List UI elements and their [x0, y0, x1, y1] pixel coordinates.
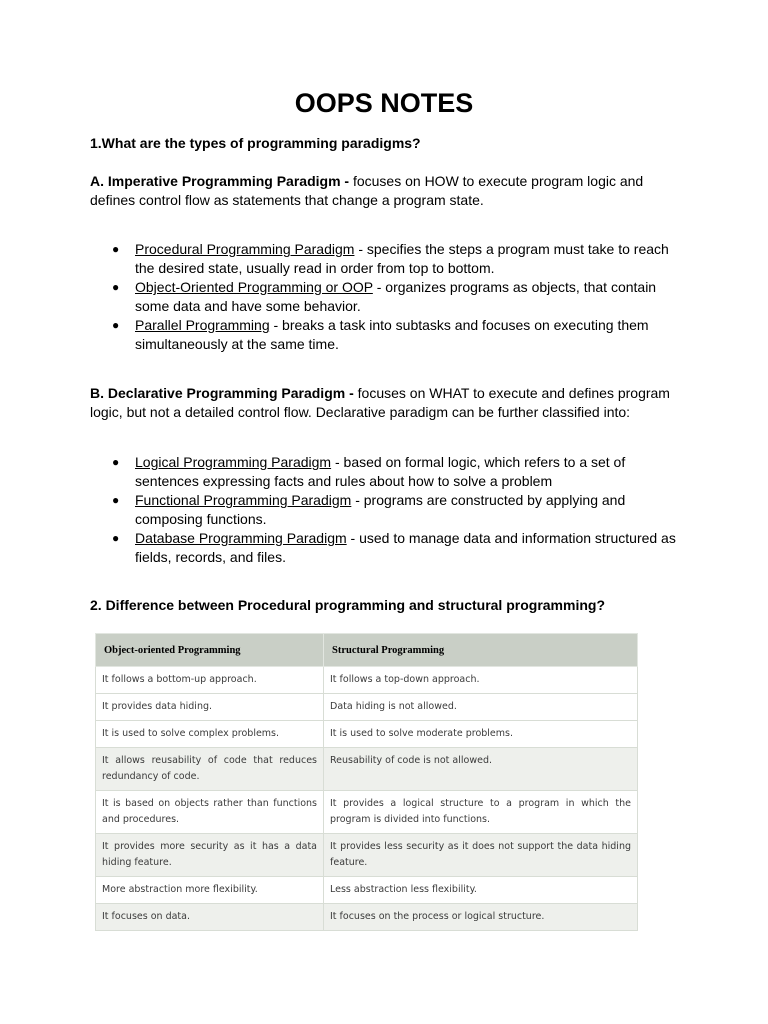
table-cell: Less abstraction less flexibility. [324, 877, 638, 904]
list-item-term: Parallel Programming [135, 317, 270, 333]
list-item-desc: - used to manage data and information structured as fields, records, and files. [135, 530, 676, 565]
table-cell: It is based on objects rather than functions and procedures. [96, 791, 324, 834]
list-item [90, 278, 680, 316]
list-item-term: Procedural Programming Paradigm [135, 241, 355, 257]
list-item [90, 316, 680, 354]
table-cell: It provides a logical structure to a program in which the program is divided into functions. [324, 791, 638, 834]
table-cell: It focuses on data. [96, 904, 324, 931]
question-2: 2. Difference between Procedural programming and structural programming? [90, 597, 605, 613]
page-title: OOPS NOTES [294, 88, 474, 118]
list-item-desc: - breaks a task into subtasks and focuses on executing them simultaneously at the same time. [135, 317, 649, 352]
table-cell: More abstraction more flexibility. [96, 877, 324, 904]
list-item-desc: - specifies the steps a program must take to reach the desired state, usually read in order from top to bottom. [135, 241, 669, 276]
list-item-term: Object-Oriented Programming or OOP [135, 279, 373, 295]
table-cell: It focuses on the process or logical structure. [324, 904, 638, 931]
table-cell: It allows reusability of code that reduces redundancy of code. [96, 748, 324, 791]
bullet-icon: ● [112, 531, 120, 545]
declarative-list [90, 453, 680, 567]
table-cell: It provides less security as it does not support the data hiding feature. [324, 834, 638, 877]
table-row [96, 694, 638, 721]
question-1: 1.What are the types of programming paradigms? [90, 135, 421, 151]
list-item-desc: - programs are constructed by applying and composing functions. [135, 492, 626, 527]
table-row [96, 877, 638, 904]
list-item [90, 453, 680, 491]
comparison-table [95, 633, 638, 931]
table-row [96, 834, 638, 877]
table-cell: It follows a top-down approach. [324, 667, 638, 694]
table-cell: It provides more security as it has a data hiding feature. [96, 834, 324, 877]
header-structural: Structural Programming [324, 634, 638, 667]
list-item-desc: - organizes programs as objects, that contain some data and have some behavior. [135, 279, 657, 314]
declarative-heading: B. Declarative Programming Paradigm - [90, 385, 354, 401]
list-item-term: Functional Programming Paradigm [135, 492, 352, 508]
declarative-text: focuses on WHAT to execute and defines program logic, but not a detailed control flow. Declarative paradigm can be further classified into: [90, 385, 670, 420]
table-cell: Data hiding is not allowed. [324, 694, 638, 721]
header-oop: Object-oriented Programming [96, 634, 324, 667]
imperative-heading: A. Imperative Programming Paradigm - [90, 173, 350, 189]
list-item [90, 240, 680, 278]
bullet-icon: ● [112, 280, 120, 294]
imperative-list [90, 240, 680, 354]
table-cell: It provides data hiding. [96, 694, 324, 721]
table-row [96, 791, 638, 834]
table-cell: It follows a bottom-up approach. [96, 667, 324, 694]
bullet-icon: ● [112, 242, 120, 256]
list-item-term: Logical Programming Paradigm [135, 454, 332, 470]
table-cell: Reusability of code is not allowed. [324, 748, 638, 791]
bullet-icon: ● [112, 318, 120, 332]
list-item-term: Database Programming Paradigm [135, 530, 347, 546]
table-row [96, 721, 638, 748]
table-row [96, 748, 638, 791]
table-header-row [96, 634, 638, 667]
declarative-paragraph [90, 384, 680, 422]
bullet-icon: ● [112, 455, 120, 469]
list-item [90, 529, 680, 567]
bullet-icon: ● [112, 493, 120, 507]
list-item-desc: - based on formal logic, which refers to a set of sentences expressing facts and rules about how to solve a problem [135, 454, 626, 489]
table-cell: It is used to solve complex problems. [96, 721, 324, 748]
imperative-text: focuses on HOW to execute program logic and defines control flow as statements that change a program state. [90, 173, 644, 208]
table-row [96, 904, 638, 931]
table-row [96, 667, 638, 694]
imperative-paragraph [90, 172, 680, 210]
table-cell: It is used to solve moderate problems. [324, 721, 638, 748]
list-item [90, 491, 680, 529]
